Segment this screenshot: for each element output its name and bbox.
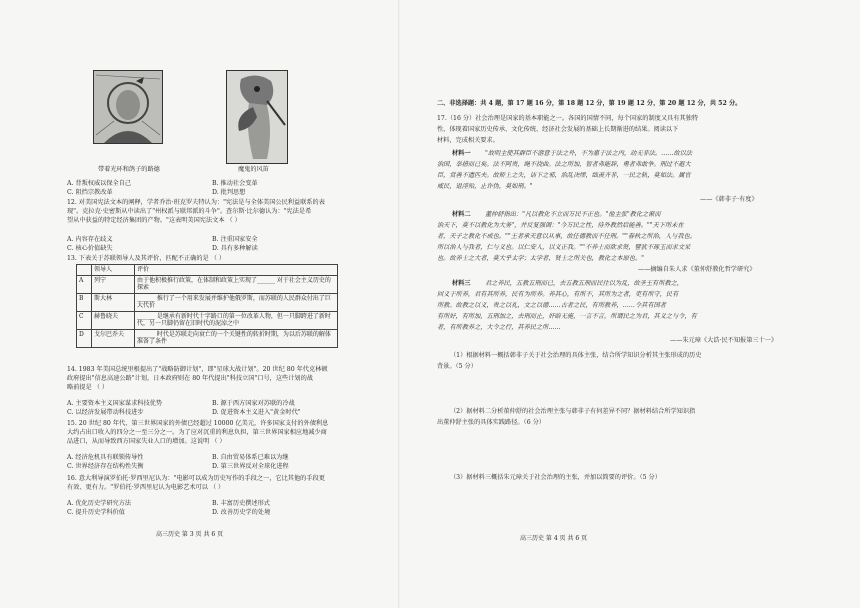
- q15-option-d: D. 第三世界反对全球化进程: [212, 463, 289, 470]
- material-2-label: 材料二: [452, 211, 471, 218]
- material-2-line: 所以治人与我者，仁与义也。以仁安人，以义正我。""不养士而欲求贤，譬犹不琢玉而求文采: [437, 244, 691, 251]
- table-cell: ______ 是继承有新时代十字路口的第一位改革人物，但一只脚跨进了新时代，另一只脚仍留在旧时代的泥淖之中: [135, 311, 338, 329]
- table-cell: 列宁: [92, 275, 135, 293]
- section-heading: 二、非选择题：共 4 题，第 17 题 16 分，第 18 题 12 分，第 19 题 12 分，第 20 题 12 分，共 52 分。: [437, 100, 742, 107]
- q17-line-2: 性，体现着国家历史传承、文化传统、经济社会发展的基础上长期渐进的结果。阅读以下: [437, 126, 679, 133]
- material-2-line: 董仲舒指出："凡以教化不立而万民不正也。"他主张"教化之渐而: [485, 211, 661, 218]
- material-1-line: 威民，退淫殆，止诈伪，莫如刑。": [437, 183, 533, 190]
- sub-question-2-cont: 出董仲舒主张的具体实践路径。（6 分）: [437, 419, 545, 426]
- q15-line-1: 15. 20 世纪 80 年代，第三世界国家的外债已经超过 10000 亿美元，许多国家支付的外债利息: [67, 420, 329, 427]
- table-row: [77, 293, 338, 311]
- material-1-line: 治国，举措而已矣。法不阿贵，绳不挠曲。法之所加，智者弗能辞，勇者弗敢争。刑过不避大: [437, 161, 691, 168]
- table-header-cell: 领导人: [92, 265, 135, 276]
- q15-line-2: 大约占出口收入的四分之一至三分之一。为了应对沉重的利息负担，第三世界国家相应地减少商: [67, 429, 327, 436]
- q14-option-a: A. 主要资本主义国家谋求科技优势: [67, 400, 163, 407]
- leaders-table: [76, 264, 338, 348]
- devils-bagpipe-woodcut-image: [226, 70, 288, 164]
- q17-line-3: 材料，完成相关要求。: [437, 137, 499, 144]
- q16-line-1: 16. 意大利导演罗伯托·罗西里尼认为："电影可以成为历史写作的手段之一，它比其他的手段更: [67, 475, 325, 482]
- table-cell: C: [77, 311, 92, 329]
- q14-line-3: 略前提是 （ ）: [67, 384, 109, 391]
- q11-option-c: C. 阻挡宗教改革: [67, 189, 113, 196]
- table-cell: A: [77, 275, 92, 293]
- image-caption-bagpipe: 魔鬼的风笛: [238, 166, 269, 173]
- q11-option-d: D. 批判思想: [212, 189, 246, 196]
- material-3-label: 材料三: [452, 280, 471, 287]
- q16-option-c: C. 提升历史学科价值: [67, 509, 125, 516]
- table-header-cell: 评价: [135, 265, 338, 276]
- q15-line-3: 品进口，从而导致西方国家失业人口的增加。这说明 （ ）: [67, 438, 226, 445]
- table-row: [77, 329, 338, 347]
- q16-option-b: B. 丰富历史撰述形式: [212, 500, 270, 507]
- page-footer-left: 高三历史 第 3 页 共 6 页: [156, 531, 224, 538]
- table-header-row: [77, 265, 338, 276]
- q12-line-2: 现"。克拉克·史密斯从中读出了"州权派与联邦派的斗争"。查尔斯·比尔德认为："宪法是希: [67, 208, 312, 215]
- material-3-line: 所教。故教之以义，贵之以礼，文之以德……古者之民，有所教养，……令其有国者: [437, 302, 666, 309]
- q14-line-1: 14. 1983 年美国总统里根提出了"战略防御计划"，即"星球大战计划"。20 世纪 80 年代克林顿: [67, 366, 328, 373]
- q14-line-2: 政府提出"信息高速公路"计划，日本政府则在 80 年代提出"科技立国"口号，这些计划的战: [67, 375, 313, 382]
- material-2-source: ——摘编自朱人求《董仲舒教化哲学研究》: [638, 266, 756, 273]
- material-3-source: ——朱元璋《大诰·民不知报第三十一》: [670, 337, 778, 344]
- q11-option-b: B. 推动社会变革: [212, 180, 258, 187]
- sub-question-2: （2）据材料二分析董仲舒的社会治理主张与韩非子有何差异不同？据材料结合所学知识指: [450, 408, 696, 415]
- table-cell: 由于他积极推行政策，在体制和政策上实现了______ 对于社会主义历史的探索: [135, 275, 338, 293]
- material-2-line: 治天下，莫不以教化为大务"，并反复强调："今万民之性，待外教然后能善。""天下所未在: [437, 222, 684, 229]
- q16-option-d: D. 改善历史学的处境: [212, 509, 271, 516]
- sub-question-1: （1）根据材料一概括韩非子关于社会治理的具体主张，结合所学知识分析其主张形成的历史: [450, 352, 702, 359]
- page-footer-right: 高三历史 第 4 页 共 6 页: [520, 535, 588, 542]
- table-cell: ______ 推行了一个用来发展并维护他俄罗斯，而苏联的人民群众付出了巨大代价: [135, 293, 338, 311]
- q15-option-a: A. 经济危机具有联锁传导性: [67, 454, 144, 461]
- table-cell: B: [77, 293, 92, 311]
- material-1-line: "故明主使其群臣不游意于法之外，不为惠于法之内，动无非法。……故以法: [485, 150, 693, 157]
- table-cell: D: [77, 329, 92, 347]
- material-3-line: 君之养民，五教五刑而已，去五教五刑而民往以为乱，故圣王有所教之，: [485, 280, 683, 287]
- table-cell: 赫鲁晓夫: [92, 311, 135, 329]
- material-1-source: ——《韩非子·有度》: [700, 196, 758, 203]
- q16-line-2: 有效、更有力。"罗伯托·罗西里尼认为电影艺术可以 （ ）: [67, 484, 225, 491]
- luther-woodcut-image: [93, 70, 163, 144]
- table-row: [77, 275, 338, 293]
- q15-option-b: B. 自由贸易体系已难以为继: [212, 454, 289, 461]
- q12-line-3: 望从中获益的特定经济集团的产物。"这表明美国宪法文本 （ ）: [67, 217, 241, 224]
- q14-option-c: C. 以经济发展带动科技进步: [67, 409, 144, 416]
- material-3-line: 有所好，有所加，五刑加之，去刑而止，奸暗无施，一言不言，所谓民之为君，其义之与令，有: [437, 313, 697, 320]
- table-cell: ______ 时代是苏联走向衰亡的一个关键性的转折时期，为以后苏联的解体准备了条件: [135, 329, 338, 347]
- table-cell: 戈尔巴乔夫: [92, 329, 135, 347]
- material-1-line: 臣，赏善不遗匹夫。故矫上之失，诘下之邪，治乱决缪，绌羡齐非，一民之轨，莫如法。属官: [437, 172, 691, 179]
- table-header-cell: [77, 265, 92, 276]
- q14-option-d: D. 促进资本主义进入"黄金时代": [212, 409, 301, 416]
- table-cell: 斯大林: [92, 293, 135, 311]
- q12-line-1: 12. 对美国宪法文本的阐释，学者乔治·班克罗夫特认为："宪法是与全体美国公民利益联系的表: [67, 199, 325, 206]
- page-fold: [398, 0, 400, 608]
- image-caption-luther: 带着光环和鸽子的路德: [98, 166, 160, 173]
- q17-line-1: 17.（16 分）社会治理是国家的基本职能之一。各国的国情不同，每个国家的制度又具有其独特: [437, 115, 698, 122]
- q14-option-b: B. 源于西方国家对苏联的冷战: [212, 400, 295, 407]
- q12-option-a: A. 内容存在歧义: [67, 236, 113, 243]
- q11-option-a: A. 背叛权威以保全自己: [67, 180, 132, 187]
- q12-option-b: B. 注重国家安全: [212, 236, 258, 243]
- material-2-line: 者，天子之教化不成也。""王者承天意以从事，故任德教而不任刑。""春秋之所治，人与我也。: [437, 233, 696, 240]
- q13-stem: 13. 下表关于苏联领导人及其评价，匹配不正确的是 （ ）: [67, 255, 226, 262]
- q12-option-c: C. 核心价值缺失: [67, 245, 113, 252]
- q15-option-c: C. 世界经济存在结构性失衡: [67, 463, 144, 470]
- material-3-line: 者，有所教养之，大令之行，其养民之所……: [437, 324, 561, 331]
- material-1-label: 材料一: [452, 150, 471, 157]
- table-row: [77, 311, 338, 329]
- sub-question-1-cont: 背景。（5 分）: [437, 363, 477, 370]
- q16-option-a: A. 优化历史学研究方法: [67, 500, 132, 507]
- sub-question-3: （3）据材料三概括朱元璋关于社会治理的主张，并加以简要的评价。（5 分）: [450, 474, 661, 481]
- material-2-line: 也。故养士之大者，莫大乎太学；太学者，贤士之所关也，教化之本原也。": [437, 255, 645, 262]
- q12-option-d: D. 具有多种解读: [212, 245, 258, 252]
- material-3-line: 回义于所养，君有其所养，民有为所养。养其心，有所不，其所为之者，吏有所守，民有: [437, 291, 679, 298]
